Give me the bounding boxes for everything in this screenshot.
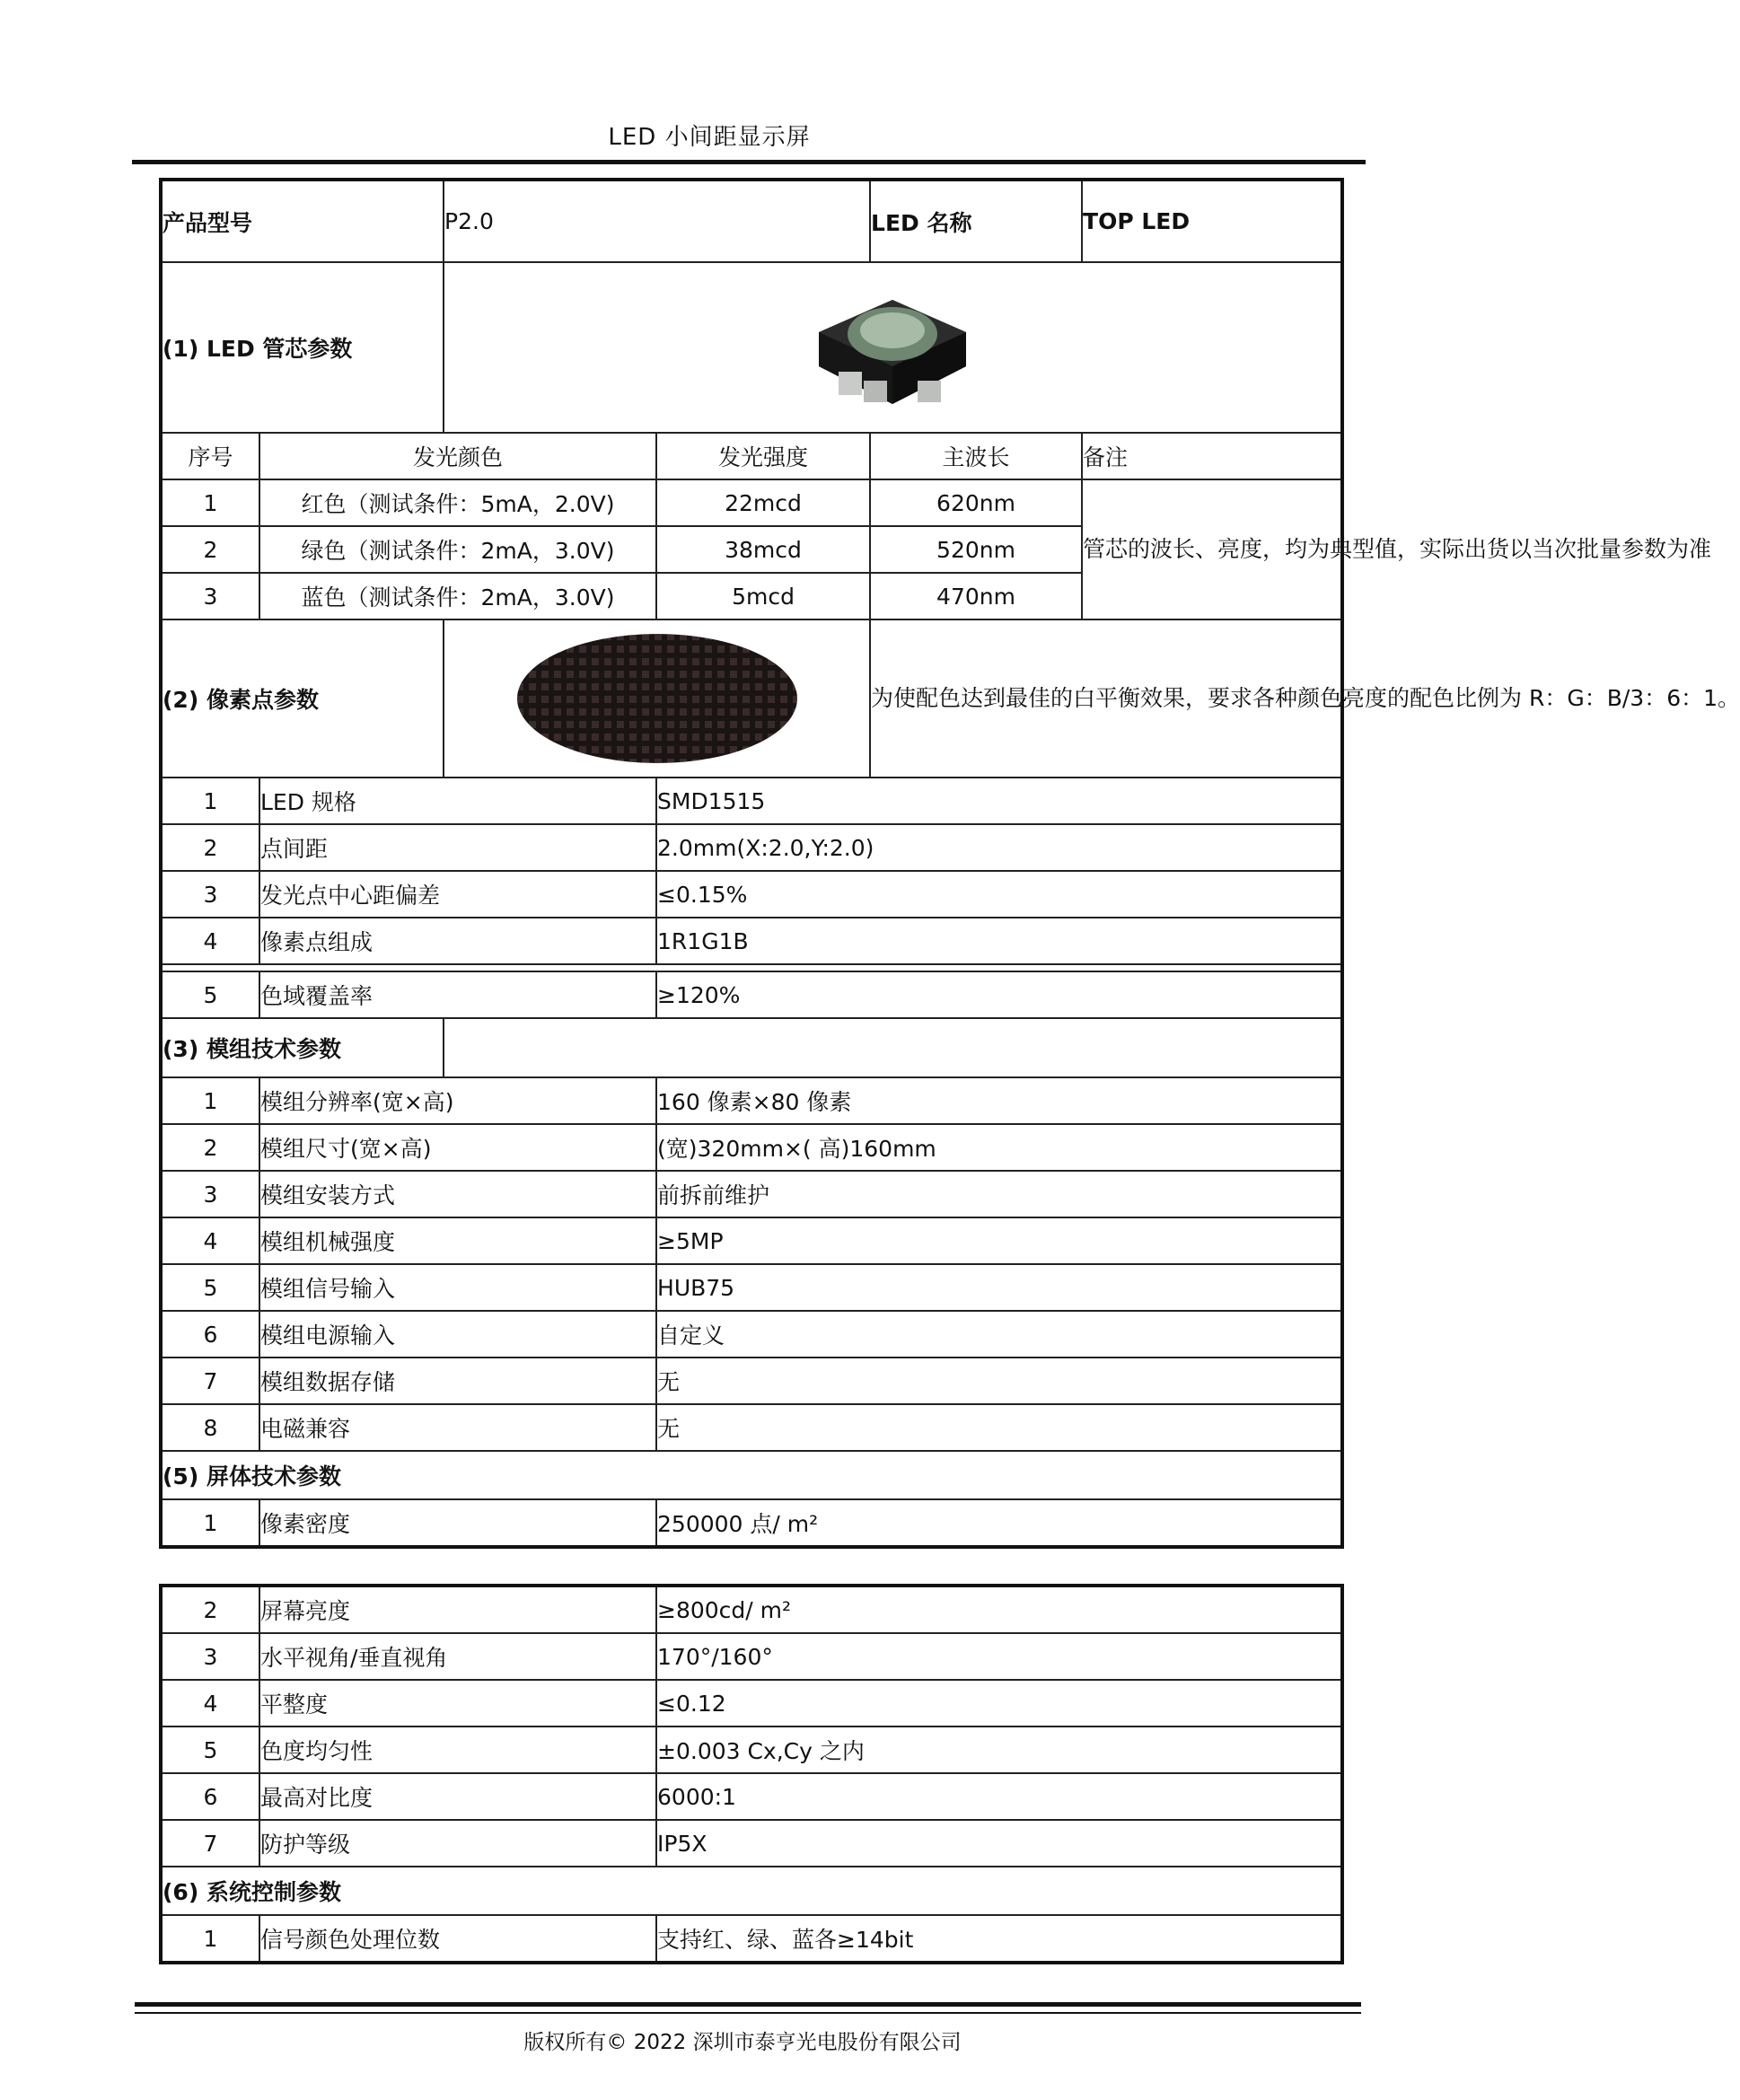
row-no: 1	[161, 778, 259, 824]
table-row	[161, 1077, 1342, 1124]
section3-blank-cell	[444, 1018, 1342, 1077]
table-row	[161, 1773, 1342, 1820]
section1-header-row	[161, 262, 1342, 433]
row-value: 无	[656, 1358, 1342, 1404]
row-value: 250000 点/ m²	[656, 1499, 1342, 1547]
section2-title: (2) 像素点参数	[161, 619, 444, 778]
row-name: 平整度	[259, 1680, 656, 1727]
row-value: 自定义	[656, 1311, 1342, 1358]
col-header-wavelength: 主波长	[870, 433, 1082, 479]
table-row	[161, 871, 1342, 918]
row-wavelength: 520nm	[870, 526, 1082, 573]
row-name: 水平视角/垂直视角	[259, 1633, 656, 1680]
section3-title: (3) 模组技术参数	[161, 1018, 444, 1077]
row-name: LED 规格	[259, 778, 656, 824]
row-value: 2.0mm(X:2.0,Y:2.0)	[656, 824, 1342, 871]
table-row	[161, 1727, 1342, 1773]
led-name-label: LED 名称	[870, 180, 1082, 262]
row-no: 7	[161, 1358, 259, 1404]
table-row	[161, 1586, 1342, 1633]
row-no: 2	[161, 1586, 259, 1633]
row-value: ≤0.15%	[656, 871, 1342, 918]
row-name: 模组机械强度	[259, 1217, 656, 1264]
row-name: 防护等级	[259, 1820, 656, 1867]
row-value: 无	[656, 1404, 1342, 1451]
row-value: ±0.003 Cx,Cy 之内	[656, 1727, 1342, 1773]
row-no: 3	[161, 1171, 259, 1217]
col-header-note: 备注	[1082, 433, 1342, 479]
row-name: 模组分辨率(宽×高)	[259, 1077, 656, 1124]
row-color: 蓝色（测试条件：2mA，3.0V)	[259, 573, 656, 619]
section2-description: 为使配色达到最佳的白平衡效果，要求各种颜色亮度的配色比例为 R：G：B/3：6：1。	[870, 619, 1342, 778]
table-row	[161, 1680, 1342, 1727]
row-value: 6000:1	[656, 1773, 1342, 1820]
row-name: 色域覆盖率	[259, 971, 656, 1018]
document-title: LED 小间距显示屏	[608, 124, 811, 151]
row-color: 红色（测试条件：5mA，2.0V)	[259, 479, 656, 526]
table-row	[161, 1171, 1342, 1217]
section3-header-row	[161, 1018, 1342, 1077]
row-no: 2	[161, 1124, 259, 1171]
product-row	[161, 180, 1342, 262]
header-divider	[132, 160, 1366, 164]
row-no: 6	[161, 1311, 259, 1358]
row-no: 1	[161, 1499, 259, 1547]
row-no: 7	[161, 1820, 259, 1867]
table-row	[161, 918, 1342, 964]
table-row	[161, 1499, 1342, 1547]
row-no: 6	[161, 1773, 259, 1820]
table-row	[161, 778, 1342, 824]
col-header-color: 发光颜色	[259, 433, 656, 479]
row-name: 信号颜色处理位数	[259, 1915, 656, 1963]
row-name: 模组数据存储	[259, 1358, 656, 1404]
row-value: IP5X	[656, 1820, 1342, 1867]
row-name: 发光点中心距偏差	[259, 871, 656, 918]
row-value: SMD1515	[656, 778, 1342, 824]
table-row	[161, 1124, 1342, 1171]
row-value: 前拆前维护	[656, 1171, 1342, 1217]
spec-table-page-part-2	[159, 1584, 1344, 1964]
table-row	[161, 1633, 1342, 1680]
row-no: 2	[161, 824, 259, 871]
row-value: 160 像素×80 像素	[656, 1077, 1342, 1124]
section1-title: (1) LED 管芯参数	[161, 262, 444, 433]
row-value: HUB75	[656, 1264, 1342, 1311]
row-value: ≥120%	[656, 971, 1342, 1018]
table-row	[161, 1358, 1342, 1404]
row-value: ≥5MP	[656, 1217, 1342, 1264]
row-name: 电磁兼容	[259, 1404, 656, 1451]
row-value: 170°/160°	[656, 1633, 1342, 1680]
row-wavelength: 620nm	[870, 479, 1082, 526]
row-name: 屏幕亮度	[259, 1586, 656, 1633]
row-name: 模组电源输入	[259, 1311, 656, 1358]
row-no: 1	[161, 1077, 259, 1124]
row-no: 5	[161, 1727, 259, 1773]
spec-table-page-part-1	[159, 178, 1740, 1549]
row-no: 4	[161, 1217, 259, 1264]
table-row	[161, 1311, 1342, 1358]
led-name-value: TOP LED	[1082, 180, 1342, 262]
row-spacer	[161, 964, 1342, 971]
model-value: P2.0	[444, 180, 870, 262]
row-intensity: 22mcd	[656, 479, 870, 526]
row-no: 3	[161, 573, 259, 619]
footer-divider	[135, 2002, 1361, 2007]
table-row	[161, 1820, 1342, 1867]
row-value: ≤0.12	[656, 1680, 1342, 1727]
section5-title: (5) 屏体技术参数	[161, 1451, 1342, 1499]
pixel-photo-cell	[444, 619, 870, 778]
row-name: 色度均匀性	[259, 1727, 656, 1773]
section2-header-row	[161, 619, 1342, 778]
row-no: 4	[161, 918, 259, 964]
row-name: 模组安装方式	[259, 1171, 656, 1217]
copyright-footer: 版权所有© 2022 深圳市泰亨光电股份有限公司	[523, 2031, 962, 2054]
model-label: 产品型号	[161, 180, 444, 262]
row-wavelength: 470nm	[870, 573, 1082, 619]
row-intensity: 38mcd	[656, 526, 870, 573]
col-header-intensity: 发光强度	[656, 433, 870, 479]
row-no: 5	[161, 1264, 259, 1311]
footer-divider-thin	[135, 2012, 1361, 2014]
table-row	[161, 1404, 1342, 1451]
section1-table-header	[161, 433, 1342, 479]
table-row	[161, 971, 1342, 1018]
row-value: (宽)320mm×( 高)160mm	[656, 1124, 1342, 1171]
row-name: 最高对比度	[259, 1773, 656, 1820]
row-value: 1R1G1B	[656, 918, 1342, 964]
row-name: 像素点组成	[259, 918, 656, 964]
row-no: 5	[161, 971, 259, 1018]
table-row	[161, 1217, 1342, 1264]
row-value: 支持红、绿、蓝各≥14bit	[656, 1915, 1342, 1963]
row-name: 点间距	[259, 824, 656, 871]
pixel-dots-image	[514, 630, 801, 767]
table-row	[161, 479, 1342, 526]
section6-title: (6) 系统控制参数	[161, 1867, 1342, 1915]
row-no: 3	[161, 871, 259, 918]
row-no: 1	[161, 1915, 259, 1963]
row-name: 模组信号输入	[259, 1264, 656, 1311]
row-value: ≥800cd/ m²	[656, 1586, 1342, 1633]
table-row	[161, 1915, 1342, 1963]
row-no: 3	[161, 1633, 259, 1680]
section5-header-row	[161, 1451, 1342, 1499]
row-name: 模组尺寸(宽×高)	[259, 1124, 656, 1171]
row-no: 2	[161, 526, 259, 573]
led-photo-cell	[444, 262, 1342, 433]
section1-note: 管芯的波长、亮度，均为典型值，实际出货以当次批量参数为准	[1082, 479, 1342, 619]
col-header-no: 序号	[161, 433, 259, 479]
section6-header-row	[161, 1867, 1342, 1915]
table-row	[161, 824, 1342, 871]
row-no: 8	[161, 1404, 259, 1451]
led-chip-image	[776, 280, 1009, 415]
row-intensity: 5mcd	[656, 573, 870, 619]
row-color: 绿色（测试条件：2mA，3.0V)	[259, 526, 656, 573]
table-row	[161, 1264, 1342, 1311]
row-name: 像素密度	[259, 1499, 656, 1547]
row-no: 4	[161, 1680, 259, 1727]
row-no: 1	[161, 479, 259, 526]
